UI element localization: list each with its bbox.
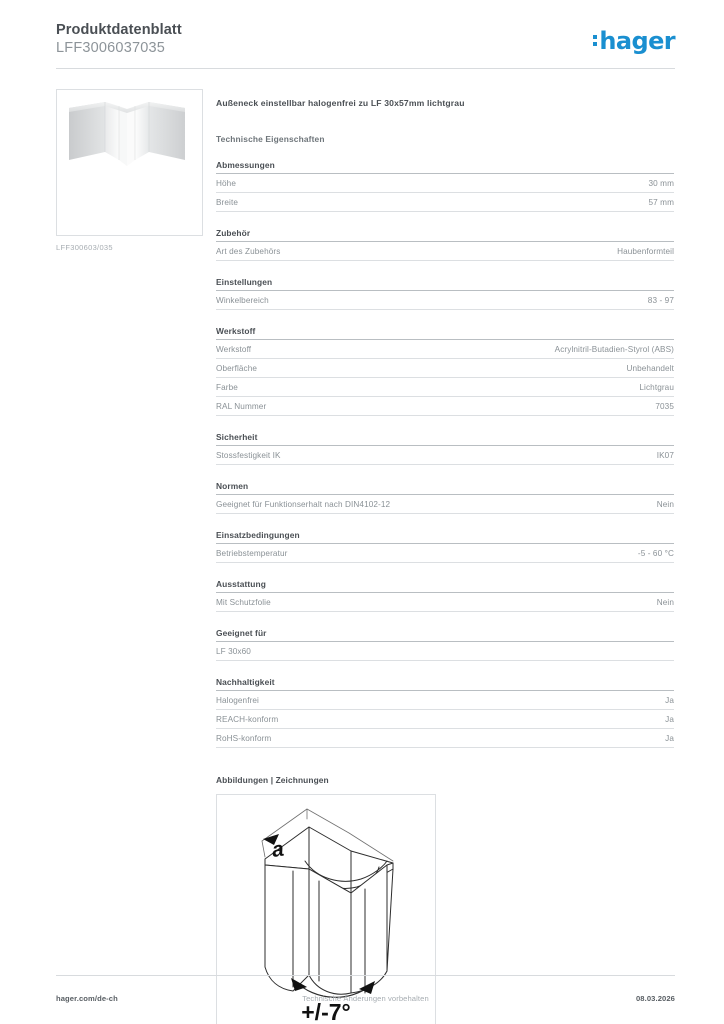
spec-row-value: Ja — [665, 714, 674, 724]
header-divider — [56, 68, 675, 69]
spec-row-value: -5 - 60 °C — [637, 548, 674, 558]
angle-label: +/-7° — [301, 999, 351, 1024]
spec-row-label: LF 30x60 — [216, 646, 251, 656]
spec-row-value: 57 mm — [648, 197, 674, 207]
spec-section-title: Zubehör — [216, 228, 674, 242]
product-reference: LFF3006037035 — [56, 40, 166, 56]
spec-row-value: Haubenformteil — [617, 246, 674, 256]
spec-row — [216, 642, 674, 661]
spec-row — [216, 359, 674, 378]
dimension-label-a: a — [270, 837, 286, 862]
spec-row-value: Nein — [656, 499, 674, 509]
footer-date: 08.03.2026 — [635, 994, 675, 1003]
spec-section-title: Nachhaltigkeit — [216, 677, 674, 691]
spec-section-title: Einsatzbedingungen — [216, 530, 674, 544]
spec-section — [216, 530, 674, 563]
spec-row — [216, 729, 674, 748]
spec-row-label: Art des Zubehörs — [216, 246, 281, 256]
spec-row-label: Geeignet für Funktionserhalt nach DIN4102-12 — [216, 499, 391, 509]
spec-section — [216, 160, 674, 212]
spec-section-title: Werkstoff — [216, 326, 674, 340]
footer-disclaimer: Technische Änderungen vorbehalten — [302, 994, 429, 1003]
spec-section — [216, 481, 674, 514]
spec-row-value: Acrylnitril-Butadien-Styrol (ABS) — [554, 344, 674, 354]
spec-row-value: Ja — [665, 733, 674, 743]
spec-row — [216, 193, 674, 212]
spec-row — [216, 378, 674, 397]
spec-row-value: Lichtgrau — [639, 382, 674, 392]
spec-row-value: IK07 — [656, 450, 674, 460]
spec-row — [216, 593, 674, 612]
spec-row-label: RoHS-konform — [216, 733, 272, 743]
product-photo — [56, 89, 203, 236]
spec-row-label: Stossfestigkeit IK — [216, 450, 281, 460]
spec-row-value: 30 mm — [648, 178, 674, 188]
spec-row-label: Farbe — [216, 382, 238, 392]
spec-row — [216, 397, 674, 416]
product-description: Außeneck einstellbar halogenfrei zu LF 30x57mm lichtgrau — [216, 98, 465, 108]
spec-row-label: Betriebstemperatur — [216, 548, 288, 558]
spec-row — [216, 340, 674, 359]
spec-row — [216, 495, 674, 514]
spec-row-label: Winkelbereich — [216, 295, 269, 305]
page-title: Produktdatenblatt — [56, 22, 182, 38]
spec-section — [216, 277, 674, 310]
product-photo-caption: LFF300603/035 — [56, 243, 113, 252]
page-footer — [56, 994, 675, 1006]
logo-colon-icon — [593, 35, 597, 47]
spec-section-title: Geeignet für — [216, 628, 674, 642]
spec-section — [216, 677, 674, 748]
spec-section-title: Sicherheit — [216, 432, 674, 446]
footer-divider — [56, 975, 675, 976]
spec-row — [216, 544, 674, 563]
spec-row-label: Oberfläche — [216, 363, 258, 373]
technical-properties-heading: Technische Eigenschaften — [216, 134, 325, 144]
spec-row-label: Werkstoff — [216, 344, 252, 354]
spec-row-label: Höhe — [216, 178, 236, 188]
spec-row — [216, 242, 674, 261]
spec-section — [216, 326, 674, 416]
page-header — [56, 22, 675, 66]
spec-row-value: Ja — [665, 695, 674, 705]
product-photo-illustration — [57, 90, 202, 235]
spec-row-value: 7035 — [655, 401, 674, 411]
technical-drawing-illustration — [217, 795, 435, 1024]
spec-row-label: Breite — [216, 197, 238, 207]
logo-wordmark: hager — [599, 27, 675, 55]
spec-row-label: REACH-konform — [216, 714, 279, 724]
spec-section-title: Ausstattung — [216, 579, 674, 593]
spec-row-label: RAL Nummer — [216, 401, 267, 411]
spec-section — [216, 432, 674, 465]
spec-row — [216, 174, 674, 193]
hager-logo[interactable] — [593, 28, 675, 54]
spec-section-title: Einstellungen — [216, 277, 674, 291]
spec-row — [216, 446, 674, 465]
footer-website[interactable]: hager.com/de-ch — [56, 994, 118, 1003]
technical-drawing — [216, 794, 436, 1024]
spec-section — [216, 228, 674, 261]
spec-row-value: Nein — [656, 597, 674, 607]
spec-row-value: Unbehandelt — [626, 363, 674, 373]
spec-section — [216, 628, 674, 661]
spec-row-label: Halogenfrei — [216, 695, 259, 705]
spec-section — [216, 579, 674, 612]
spec-row — [216, 691, 674, 710]
spec-row-label: Mit Schutzfolie — [216, 597, 271, 607]
spec-row-value: 83 - 97 — [647, 295, 674, 305]
drawings-heading: Abbildungen | Zeichnungen — [216, 775, 329, 785]
spec-row — [216, 710, 674, 729]
spec-content — [216, 89, 674, 1024]
spec-sections — [216, 160, 674, 748]
spec-section-title: Normen — [216, 481, 674, 495]
spec-section-title: Abmessungen — [216, 160, 674, 174]
spec-row — [216, 291, 674, 310]
